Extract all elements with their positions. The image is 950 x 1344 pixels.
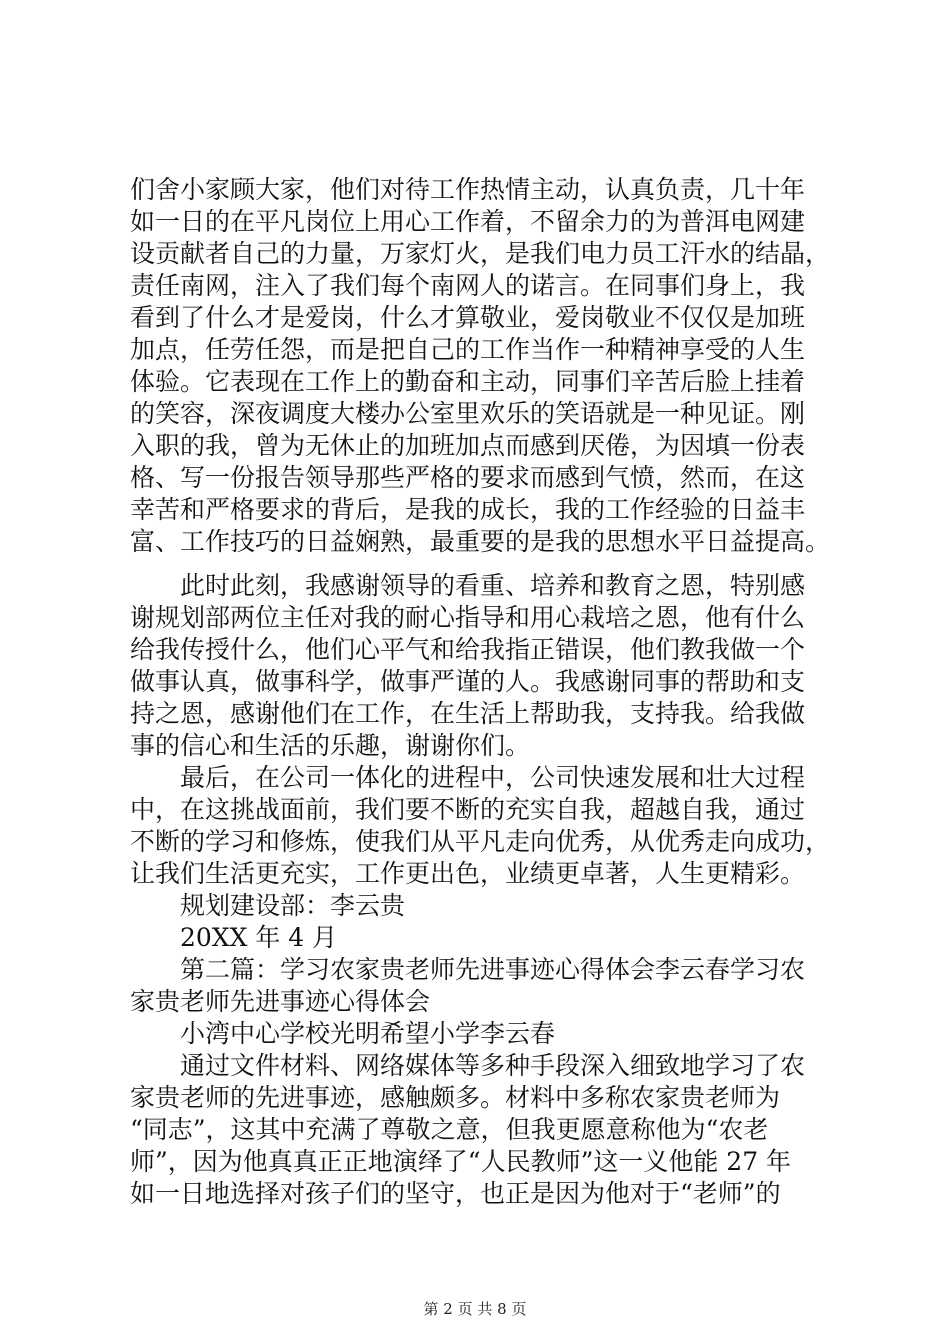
text-line: 中，在这挑战面前，我们要不断的充实自我，超越自我，通过 bbox=[130, 795, 806, 824]
paragraph-continued bbox=[130, 174, 850, 558]
text-line: 幸苦和严格要求的背后，是我的成长，我的工作经验的日益丰 bbox=[130, 495, 806, 524]
text-line: 们舍小家顾大家，他们对待工作热情主动，认真负责，几十年 bbox=[130, 175, 806, 204]
author-line: 小湾中心学校光明希望小学李云春 bbox=[130, 1019, 556, 1048]
text-line: 持之恩，感谢他们在工作，在生活上帮助我，支持我。给我做 bbox=[130, 699, 806, 728]
text-line: 加点，任劳任怨，而是把自己的工作当作一种精神享受的人生 bbox=[130, 335, 806, 364]
text-line: 入职的我，曾为无休止的加班加点而感到厌倦，为因填一份表 bbox=[130, 431, 806, 460]
text-line: 此时此刻，我感谢领导的看重、培养和教育之恩，特别感 bbox=[130, 571, 806, 600]
section-heading: 家贵老师先进事迹心得体会 bbox=[130, 987, 431, 1016]
text-line: 给我传授什么，他们心平气和给我指正错误，他们教我做一个 bbox=[130, 635, 806, 664]
text-line: 体验。它表现在工作上的勤奋和主动，同事们辛苦后脸上挂着 bbox=[130, 367, 806, 396]
text-line: 如一日地选择对孩子们的坚守，也正是因为他对于“老师”的 bbox=[130, 1179, 781, 1208]
text-line: 让我们生活更充实，工作更出色，业绩更卓著，人生更精彩。 bbox=[130, 859, 806, 888]
text-line: 富、工作技巧的日益娴熟，最重要的是我的思想水平日益提高。 bbox=[130, 527, 831, 556]
text-line: 看到了什么才是爱岗，什么才算敬业，爱岗敬业不仅仅是加班 bbox=[130, 303, 806, 332]
text-line: 最后，在公司一体化的进程中，公司快速发展和壮大过程 bbox=[130, 763, 806, 792]
text-line: 家贵老师的先进事迹，感触颇多。材料中多称农家贵老师为 bbox=[130, 1083, 781, 1112]
text-line: 事的信心和生活的乐趣，谢谢你们。 bbox=[130, 731, 531, 760]
signature-line: 规划建设部：李云贵 bbox=[130, 891, 406, 920]
section-heading: 第二篇：学习农家贵老师先进事迹心得体会李云春学习农 bbox=[130, 955, 806, 984]
text-line: 做事认真，做事科学，做事严谨的人。我感谢同事的帮助和支 bbox=[130, 667, 806, 696]
text-line: 谢规划部两位主任对我的耐心指导和用心栽培之恩，他有什么 bbox=[130, 603, 806, 632]
text-line: 通过文件材料、网络媒体等多种手段深入细致地学习了农 bbox=[130, 1051, 806, 1080]
text-line: “同志”，这其中充满了尊敬之意，但我更愿意称他为“农老 bbox=[130, 1115, 769, 1144]
text-line: 的笑容，深夜调度大楼办公室里欢乐的笑语就是一种见证。刚 bbox=[130, 399, 806, 428]
text-line: 师”，因为他真真正正地演绎了“人民教师”这一义他能 27 年 bbox=[130, 1147, 792, 1176]
text-line: 格、写一份报告领导那些严格的要求而感到气愤，然而，在这 bbox=[130, 463, 806, 492]
text-line: 设贡献者自己的力量，万家灯火，是我们电力员工汗水的结晶， bbox=[130, 239, 831, 268]
date-line: 20XX 年 4 月 bbox=[130, 923, 338, 952]
text-line: 责任南网，注入了我们每个南网人的诺言。在同事们身上，我 bbox=[130, 271, 806, 300]
paragraph-body bbox=[130, 570, 850, 1210]
text-line: 如一日的在平凡岗位上用心工作着，不留余力的为普洱电网建 bbox=[130, 207, 806, 236]
text-line: 不断的学习和修炼，使我们从平凡走向优秀，从优秀走向成功， bbox=[130, 827, 831, 856]
page-number: 第 2 页 共 8 页 bbox=[423, 1300, 527, 1318]
